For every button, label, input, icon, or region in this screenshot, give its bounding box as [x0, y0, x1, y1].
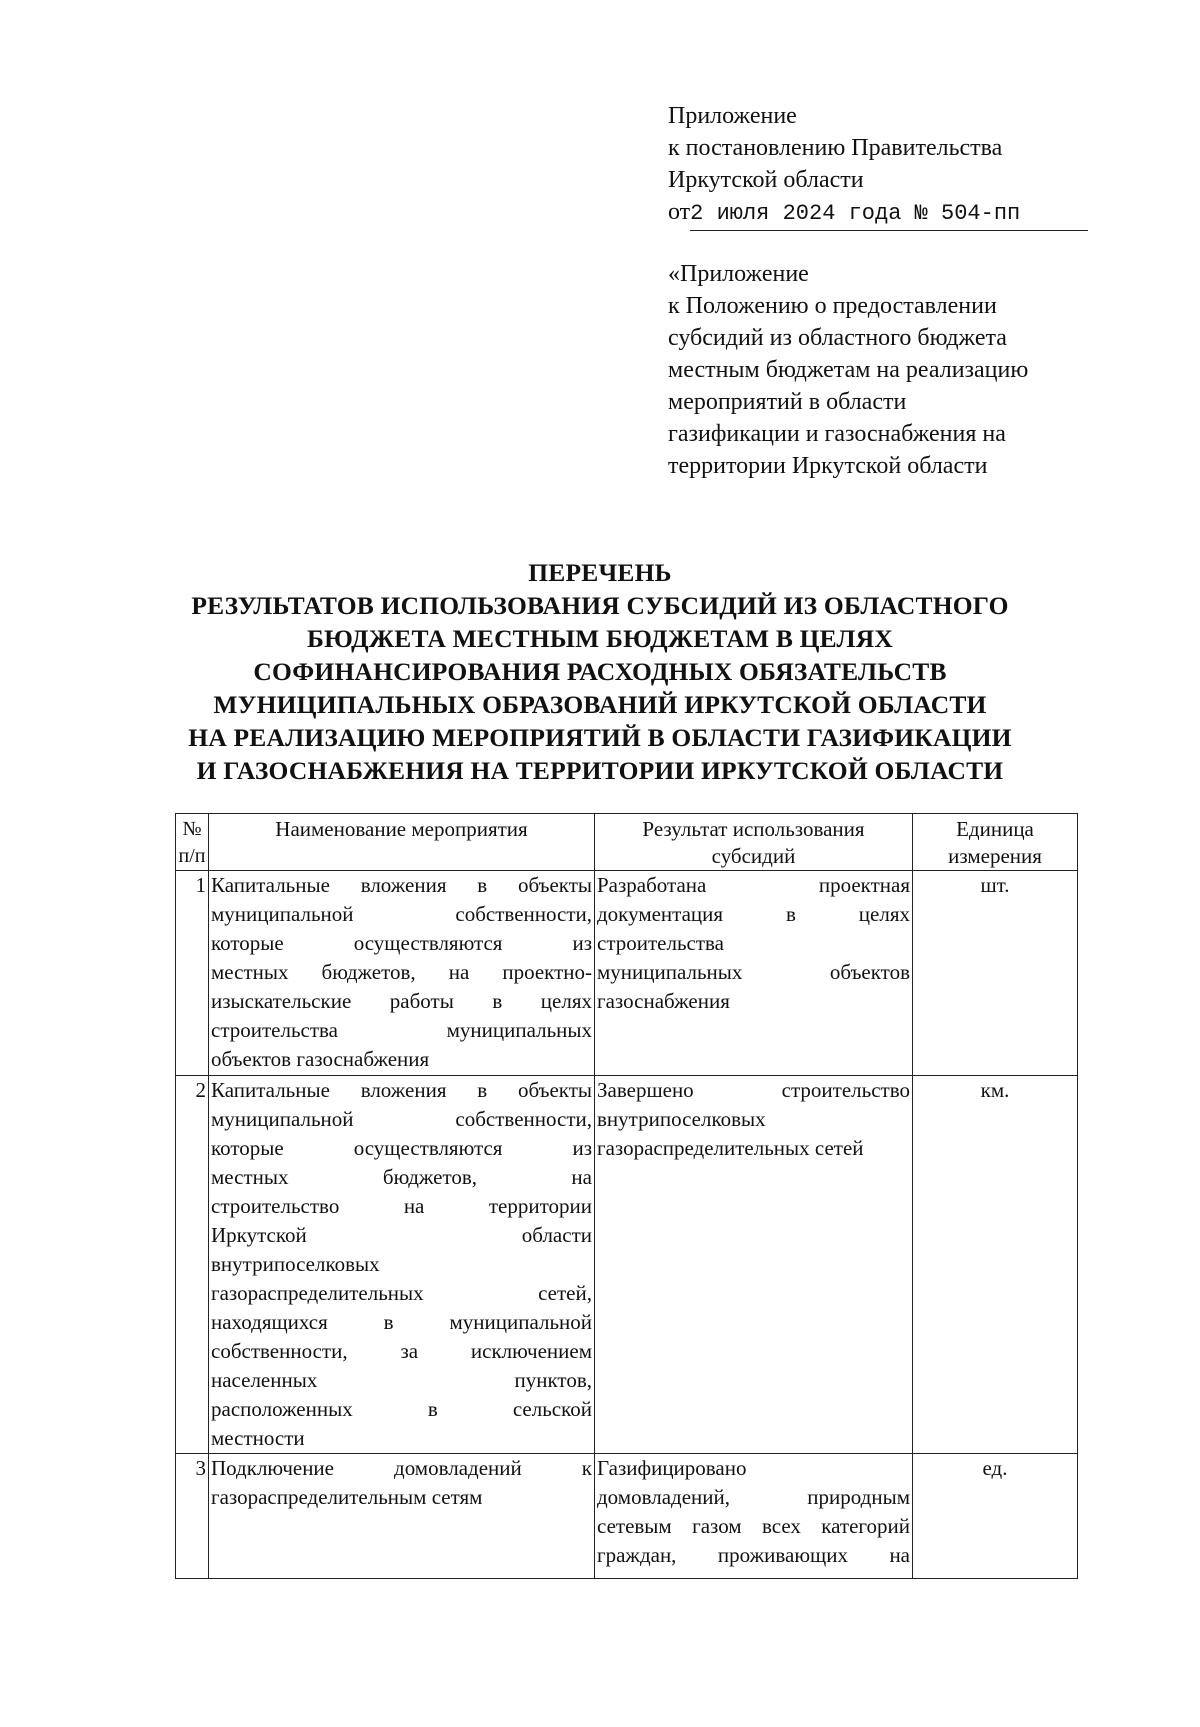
cell-line: внутрипоселковых [597, 1107, 766, 1131]
row-result [595, 1454, 913, 1579]
table-row [176, 871, 1078, 1076]
cell-line: находящихся в муниципальной [211, 1310, 592, 1334]
cell-line: собственности, за исключением [211, 1339, 592, 1363]
row-activity-name [209, 871, 595, 1076]
table-row [176, 1076, 1078, 1454]
row-number: 2 [176, 1076, 209, 1454]
cell-line: газораспределительных сетей [597, 1136, 864, 1160]
cell-line: внутрипоселковых [211, 1252, 380, 1276]
approval-line: к постановлению Правительства [668, 135, 1003, 161]
cell-line: газораспределительных сетей, [211, 1281, 592, 1305]
cell-line: расположенных в сельской [211, 1397, 592, 1421]
row-result [595, 871, 913, 1076]
cell-line: местности [211, 1426, 305, 1450]
header-unit [913, 814, 1078, 871]
regulation-block [668, 258, 1088, 482]
header-unit-line: измерения [948, 844, 1042, 868]
title-line: РЕЗУЛЬТАТОВ ИСПОЛЬЗОВАНИЯ СУБСИДИЙ ИЗ ОБЛАСТНОГО [191, 591, 1009, 620]
cell-line: Капитальные вложения в объекты [211, 1078, 592, 1102]
row-result [595, 1076, 913, 1454]
cell-line: муниципальных объектов [597, 960, 910, 984]
title-line: БЮДЖЕТА МЕСТНЫМ БЮДЖЕТАМ В ЦЕЛЯХ [307, 624, 893, 653]
header-num-line: п/п [178, 845, 206, 867]
cell-line: Подключение домовладений к [211, 1456, 592, 1480]
cell-line: граждан, проживающих на [597, 1543, 910, 1567]
header-result [595, 814, 913, 871]
regulation-line: местным бюджетам на реализацию [668, 357, 1029, 383]
decree-date-number: 2 июля 2024 года № 504-пп [690, 198, 1088, 231]
cell-line: местных бюджетов, на [211, 1165, 592, 1189]
cell-line: Разработана проектная [597, 873, 910, 897]
row-number: 1 [176, 871, 209, 1076]
cell-line: строительство на территории [211, 1194, 592, 1218]
regulation-line: территории Иркутской области [668, 453, 988, 479]
cell-line: Газифицировано [597, 1456, 747, 1480]
cell-line: изыскательские работы в целях [211, 989, 592, 1013]
cell-line: местных бюджетов, на проектно- [211, 960, 592, 984]
cell-line: которые осуществляются из [211, 931, 592, 955]
header-name: Наименование мероприятия [209, 814, 595, 871]
row-unit: км. [913, 1076, 1078, 1454]
approval-block [668, 100, 1088, 231]
approval-date-line [668, 196, 1088, 231]
cell-line: населенных пунктов, [211, 1368, 592, 1392]
cell-line: сетевым газом всех категорий [597, 1514, 910, 1538]
cell-line: Завершено строительство [597, 1078, 910, 1102]
cell-line: домовладений, природным [597, 1485, 910, 1509]
document-title [140, 556, 1060, 787]
cell-line: строительства муниципальных [211, 1018, 592, 1042]
row-activity-name [209, 1454, 595, 1579]
header-num-line: № [182, 818, 202, 840]
approval-line: Приложение [668, 103, 797, 129]
results-table [175, 813, 1078, 1579]
title-line: НА РЕАЛИЗАЦИЮ МЕРОПРИЯТИЙ В ОБЛАСТИ ГАЗИФИКАЦИИ [188, 723, 1012, 752]
regulation-line: газификации и газоснабжения на [668, 421, 1006, 447]
row-unit: ед. [913, 1454, 1078, 1579]
regulation-line: к Положению о предоставлении [668, 293, 997, 319]
cell-line: газоснабжения [597, 989, 730, 1013]
header-unit-line: Единица [956, 817, 1034, 841]
table-header-row [176, 814, 1078, 871]
header-num [176, 814, 209, 871]
cell-line: объектов газоснабжения [211, 1047, 430, 1071]
title-line: И ГАЗОСНАБЖЕНИЯ НА ТЕРРИТОРИИ ИРКУТСКОЙ ОБЛАСТИ [196, 756, 1004, 785]
regulation-line: «Приложение [668, 261, 809, 287]
row-activity-name [209, 1076, 595, 1454]
title-line: МУНИЦИПАЛЬНЫХ ОБРАЗОВАНИЙ ИРКУТСКОЙ ОБЛАСТИ [213, 690, 987, 719]
title-line: ПЕРЕЧЕНЬ [528, 558, 672, 587]
regulation-line: мероприятий в области [668, 389, 907, 415]
table-row [176, 1454, 1078, 1579]
cell-line: Иркутской области [211, 1223, 592, 1247]
cell-line: документация в целях [597, 902, 910, 926]
header-result-line: Результат использования [642, 817, 865, 841]
date-prefix: от [668, 199, 691, 225]
cell-line: Капитальные вложения в объекты [211, 873, 592, 897]
approval-line: Иркутской области [668, 167, 864, 193]
row-number: 3 [176, 1454, 209, 1579]
header-result-line: субсидий [711, 844, 796, 868]
row-unit: шт. [913, 871, 1078, 1076]
cell-line: газораспределительным сетям [211, 1485, 483, 1509]
cell-line: муниципальной собственности, [211, 1107, 592, 1131]
cell-line: строительства [597, 931, 725, 955]
cell-line: муниципальной собственности, [211, 902, 592, 926]
cell-line: которые осуществляются из [211, 1136, 592, 1160]
regulation-line: субсидий из областного бюджета [668, 325, 1007, 351]
title-line: СОФИНАНСИРОВАНИЯ РАСХОДНЫХ ОБЯЗАТЕЛЬСТВ [253, 657, 947, 686]
